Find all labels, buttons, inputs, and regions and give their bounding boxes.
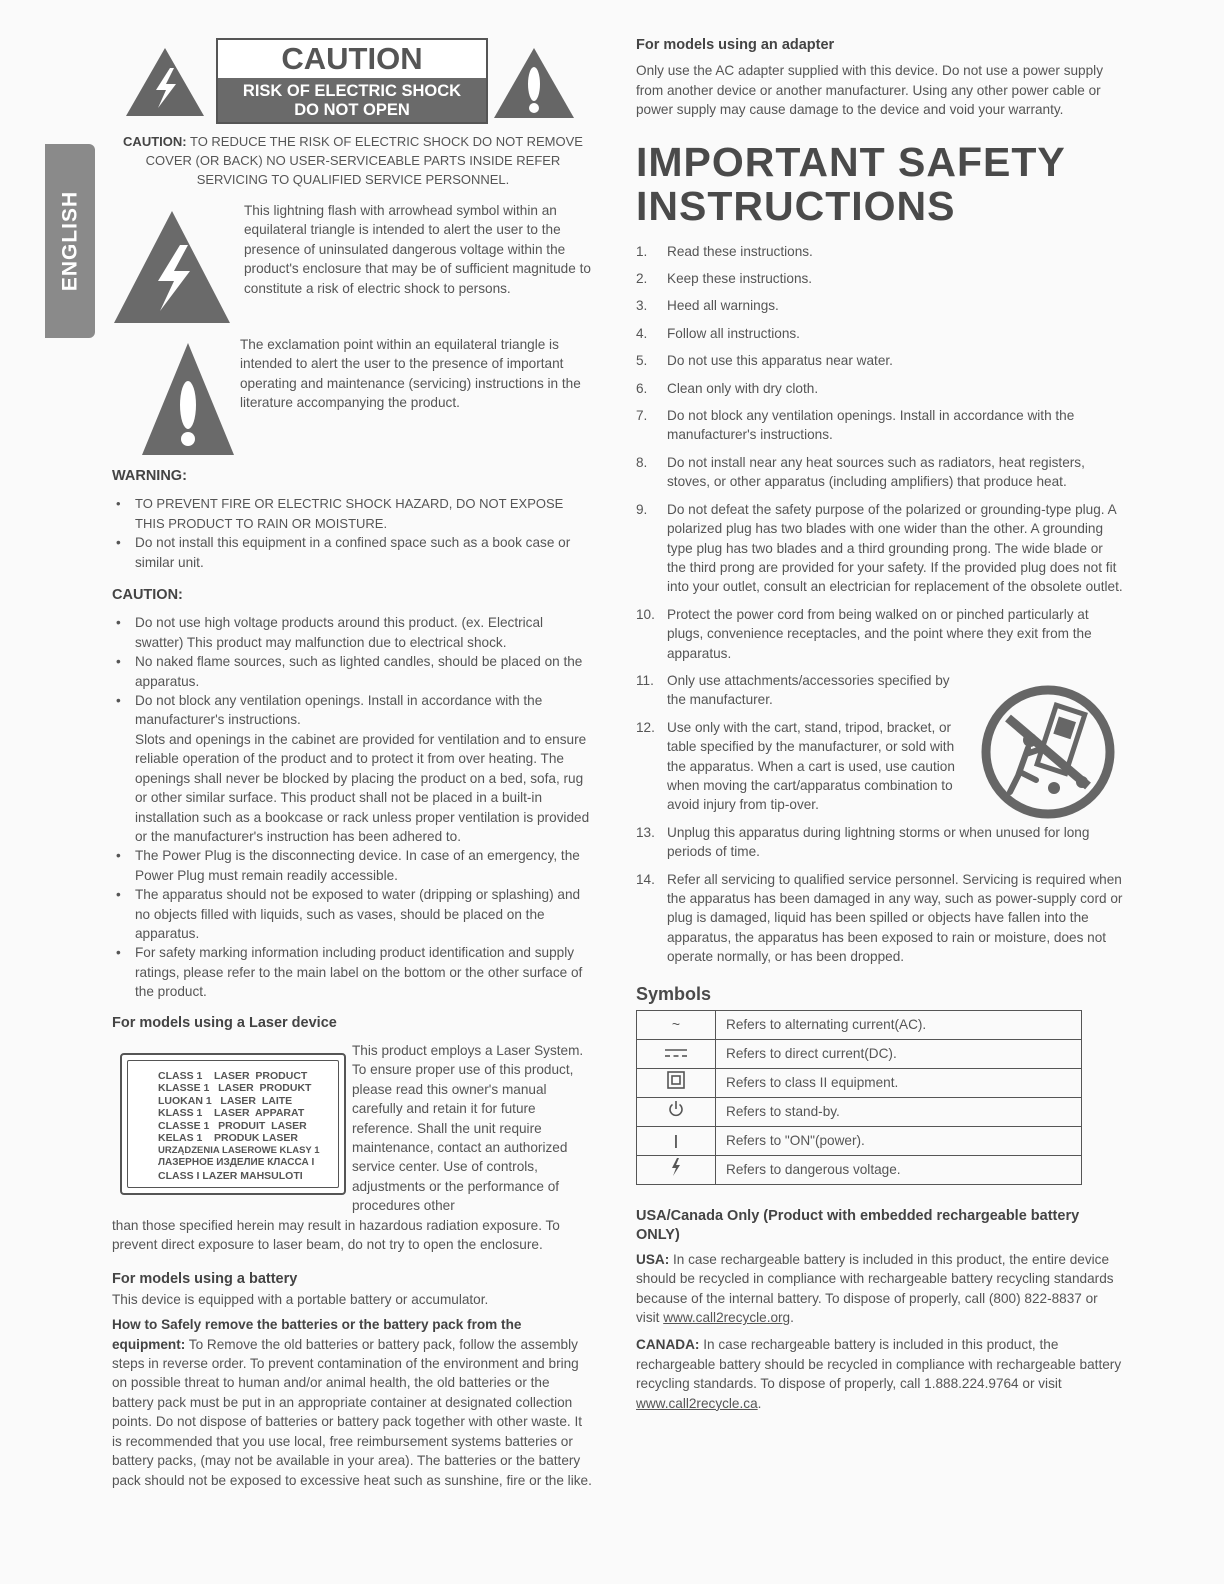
usa-recycle-link[interactable]: www.call2recycle.org: [663, 1310, 791, 1326]
caution-statement-lead: CAUTION:: [123, 134, 187, 149]
dangerous-voltage-icon: [637, 1156, 716, 1185]
safety-item: [636, 406, 1124, 445]
alternating-current-icon: ~: [637, 1011, 716, 1040]
caution-item: • The apparatus should not be exposed to water (dripping or splashing) and no objects filled with liquids, such as vases, should be placed on the apparatus.: [112, 885, 594, 943]
safety-item-text: Do not defeat the safety purpose of the polarized or grounding-type plug. A polarized plug has two blades with one wider than the other. A grounding type plug has two blades and a third grounding prong. The wide blade or the third prong are provided for your safety. If the provided plug does not fit into your outlet, consult an electrician for replacement of the obsolete outlet.: [667, 501, 1123, 595]
safety-item-number: 11.: [636, 672, 654, 688]
symbol-description: Refers to direct current(DC).: [716, 1040, 1082, 1069]
safety-item: [636, 453, 1124, 492]
laser-label-line: CLASSE 1 PRODUIT LASER: [158, 1119, 307, 1132]
safety-item-number: 1.: [636, 243, 648, 259]
safety-item-text: Do not block any ventilation openings. Install in accordance with the manufacturer's instructions.: [667, 408, 1075, 443]
symbol-description: Refers to "ON"(power).: [716, 1127, 1082, 1156]
caution-list: [112, 613, 594, 1001]
caution-item: • The Power Plug is the disconnecting device. In case of an emergency, the Power Plug must remain readily accessible.: [112, 846, 594, 885]
exclamation-triangle-icon: [140, 341, 236, 457]
safety-title-line1: IMPORTANT SAFETY: [636, 138, 1066, 185]
safety-item: [636, 351, 1124, 370]
battery-remove-heading: How to Safely remove the batteries or the battery pack from the equipment:: [112, 1317, 522, 1352]
symbol-description: Refers to stand-by.: [716, 1098, 1082, 1127]
usa-text: In case rechargeable battery is included in this product, the entire device should be recycled in compliance with rechargeable battery recycling standards because of the internal battery. To dispose of properly, call (800) 822-8837 or visit: [636, 1251, 1114, 1326]
caution-statement-text: TO REDUCE THE RISK OF ELECTRIC SHOCK DO NOT REMOVE COVER (OR BACK) NO USER-SERVICEABLE PARTS INSIDE REFER SERVICING TO QUALIFIED SERVICE PERSONNEL.: [145, 134, 583, 187]
safety-item-text: Do not use this apparatus near water.: [667, 353, 893, 369]
caution-item: [112, 691, 594, 846]
lightning-description: This lightning flash with arrowhead symbol within an equilateral triangle is intended to alert the user to the presence of uninsulated dangerous voltage within the product's enclosure that may be of sufficient magnitude to constitute a risk of electric shock to persons.: [244, 203, 591, 296]
safety-item: [636, 605, 1124, 663]
caution-box-subtitle: [218, 78, 486, 122]
laser-full-text: than those specified herein may result in hazardous radiation exposure. To prevent direct exposure to laser beam, do not try to open the enclosure.: [112, 1217, 560, 1253]
ventilation-extra: Slots and openings in the cabinet are provided for ventilation and to ensure reliable operation of the product and to protect it from over heating. The openings shall never be blocked by placing the product on a bed, sofa, rug or other similar surface. This product shall not be placed in a built-in installation such as a bookcase or rack unless proper ventilation is provided or the manufacturer's instruction has been adhered to.: [135, 731, 590, 844]
safety-item: [636, 718, 1124, 815]
laser-label-line: CLASS I LAZER MAHSULOTI: [158, 1169, 303, 1182]
canada-lead: CANADA:: [636, 1337, 700, 1353]
symbol-row: [637, 1011, 1082, 1040]
power-on-icon: |: [637, 1127, 716, 1156]
caution-box: [216, 38, 488, 124]
caution-item: • No naked flame sources, such as lighted candles, should be placed on the apparatus.: [112, 652, 594, 691]
laser-label-inner: [127, 1060, 339, 1188]
safety-title: [636, 140, 1124, 228]
usa-end: .: [790, 1310, 794, 1326]
electric-shock-warning-icon: [124, 46, 206, 118]
safety-item-number: 10.: [636, 606, 655, 622]
laser-label-line: ЛАЗЕРНОЕ ИЗДЕЛИЕ КЛАССА I: [158, 1157, 315, 1169]
laser-section: [112, 1041, 594, 1254]
safety-item: [636, 296, 1124, 315]
caution-item: • Do not use high voltage products around this product. (ex. Electrical swatter) This product may malfunction due to electrical shock.: [112, 613, 594, 652]
caution-heading: CAUTION:: [112, 587, 183, 604]
canada-text: In case rechargeable battery is included in this product, the rechargeable battery should be recycled in compliance with rechargeable battery recycling standards. To dispose of properly, call 1.888.224.9764 or visit: [636, 1337, 1122, 1392]
canada-paragraph: [636, 1335, 1124, 1413]
warning-item: • TO PREVENT FIRE OR ELECTRIC SHOCK HAZARD, DO NOT EXPOSE THIS PRODUCT TO RAIN OR MOISTURE.: [112, 494, 594, 533]
usa-lead: USA:: [636, 1251, 670, 1267]
safety-item-text: Read these instructions.: [667, 243, 813, 259]
safety-item-text: Do not install near any heat sources such as radiators, heat registers, stoves, or other apparatus (including amplifiers) that produce heat.: [667, 454, 1085, 490]
battery-remove-text: To Remove the old batteries or battery pack, follow the assembly steps in reverse order. To prevent contamination of the environment and bring on possible threat to human and/or animal health, the old batteries or the battery pack must be put in an appropriate container at designated collection points. Do not dispose of batteries or battery pack together with other waste. It is recommended that you use local, free reimbursement systems batteries or battery packs, (may not be available in your area). The batteries or the battery pack should not be exposed to excessive heat such as sunshine, fire or the like.: [112, 1336, 592, 1488]
safety-item-number: 5.: [636, 353, 648, 369]
safety-item-number: 3.: [636, 298, 648, 314]
safety-item: [636, 870, 1124, 967]
laser-label-line: KELAS 1 PRODUK LASER: [158, 1132, 299, 1145]
caution-box-title: CAUTION: [281, 41, 423, 76]
battery-remove-paragraph: [112, 1315, 594, 1490]
laser-label-line: KLASSE 1 LASER PRODUKT: [158, 1082, 312, 1095]
symbol-description: Refers to class II equipment.: [716, 1069, 1082, 1098]
exclamation-description: The exclamation point within an equilateral triangle is intended to alert the user to the presence of important operating and maintenance (servicing) instructions in the literature accompanying the product.: [240, 337, 581, 411]
laser-label-line: URZĄDZENIA LASEROWE KLASY 1: [158, 1144, 320, 1156]
lightning-symbol-row: [112, 201, 594, 331]
laser-heading: For models using a Laser device: [112, 1014, 337, 1031]
safety-item-number: 13.: [636, 824, 655, 840]
safety-item-number: 7.: [636, 408, 648, 424]
warning-item: • Do not install this equipment in a confined space such as a book case or similar unit.: [112, 533, 594, 572]
caution-item-text: Do not block any ventilation openings. Install in accordance with the manufacturer's instructions.: [135, 693, 543, 728]
caution-statement: [112, 132, 594, 189]
adapter-text: Only use the AC adapter supplied with this device. Do not use a power supply from another device or another manufacturer. Using any other power cable or power supply may cause damage to the device and void your warranty.: [636, 63, 1103, 118]
safety-item-number: 12.: [636, 719, 655, 735]
safety-item-number: 6.: [636, 380, 648, 396]
safety-item-text: Keep these instructions.: [667, 271, 813, 287]
laser-label-line: LUOKAN 1 LASER LAITE: [158, 1094, 293, 1107]
safety-item: [636, 242, 1124, 261]
left-column: [112, 36, 594, 1490]
exclamation-symbol-row: [112, 335, 594, 467]
usa-paragraph: [636, 1250, 1124, 1328]
warning-heading: WARNING:: [112, 468, 187, 484]
safety-item-text: Clean only with dry cloth.: [667, 380, 819, 396]
safety-item: [636, 500, 1124, 597]
safety-item-number: 4.: [636, 325, 648, 341]
symbol-row: [637, 1069, 1082, 1098]
safety-item-text: Use only with the cart, stand, tripod, bracket, or table specified by the manufacturer, or sold with the apparatus. When a cart is used, use caution when moving the cart/apparatus combination to avoid injury from tip-over.: [667, 719, 955, 813]
right-column: [636, 36, 1124, 1413]
symbols-heading: Symbols: [636, 983, 712, 1004]
lightning-triangle-icon: [112, 209, 232, 325]
laser-class-label: [120, 1053, 346, 1195]
safety-item-number: 8.: [636, 454, 648, 470]
symbol-description: Refers to dangerous voltage.: [716, 1156, 1082, 1185]
safety-item-text: Follow all instructions.: [667, 325, 800, 341]
usa-canada-heading: USA/Canada Only (Product with embedded rechargeable battery ONLY): [636, 1208, 1080, 1244]
exclamation-warning-icon: [492, 46, 576, 120]
language-tab-label: ENGLISH: [58, 190, 82, 292]
safety-item-text: Only use attachments/accessories specified by the manufacturer.: [667, 672, 950, 708]
safety-item-text: Refer all servicing to qualified service personnel. Servicing is required when the apparatus has been damaged in any way, such as power-supply cord or plug is damaged, liquid has been spilled or objects have fallen into the apparatus, the apparatus has been exposed to rain or moisture, does not operate normally, or has been dropped.: [667, 871, 1123, 965]
symbol-row: [637, 1127, 1082, 1156]
safety-item: [636, 269, 1124, 288]
safety-item-text: Protect the power cord from being walked on or pinched particularly at plugs, convenience receptacles, and the point where they exit from the apparatus.: [667, 606, 1092, 661]
safety-item-text: Unplug this apparatus during lightning storms or when unused for long periods of time.: [667, 824, 1090, 860]
direct-current-icon: [637, 1040, 716, 1069]
safety-title-line2: INSTRUCTIONS: [636, 182, 956, 229]
laser-side-text: This product employs a Laser System. To ensure proper use of this product, please read this owner's manual carefully and retain it for future reference. Shall the unit require maintenance, contact an authorized service center. Use of controls, adjustments or the performance of procedures other: [352, 1042, 584, 1214]
safety-item-text: Heed all warnings.: [667, 298, 779, 314]
battery-intro: This device is equipped with a portable battery or accumulator.: [112, 1291, 489, 1307]
safety-item-number: 14.: [636, 871, 655, 887]
symbols-table: [636, 1010, 1082, 1185]
safety-item: [636, 823, 1124, 862]
caution-box-subtitle-line1: RISK OF ELECTRIC SHOCK: [242, 82, 462, 100]
standby-icon: [637, 1098, 716, 1127]
symbol-row: [637, 1040, 1082, 1069]
symbol-description: Refers to alternating current(AC).: [716, 1011, 1082, 1040]
safety-item: [636, 379, 1124, 398]
canada-end: .: [757, 1395, 762, 1411]
language-tab: [45, 144, 95, 338]
battery-heading: For models using a battery: [112, 1271, 298, 1288]
caution-box-subtitle-line2: DO NOT OPEN: [294, 101, 410, 119]
safety-item: [636, 324, 1124, 343]
safety-list: [636, 242, 1124, 967]
warning-list: [112, 494, 594, 572]
canada-recycle-link[interactable]: www.call2recycle.ca: [636, 1395, 758, 1411]
laser-label-line: CLASS 1 LASER PRODUCT: [158, 1069, 308, 1082]
safety-item-number: 9.: [636, 501, 648, 517]
laser-label-line: KLASS 1 LASER APPARAT: [158, 1107, 305, 1120]
symbol-row: [637, 1156, 1082, 1185]
symbol-row: [637, 1098, 1082, 1127]
caution-header: [112, 36, 594, 126]
class-ii-icon: [637, 1069, 716, 1098]
adapter-heading: For models using an adapter: [636, 37, 835, 53]
cart-tip-over-warning-icon: [980, 684, 1116, 820]
caution-item: • For safety marking information including product identification and supply ratings, please refer to the main label on the bottom or the other surface of the product.: [112, 943, 594, 1001]
safety-item-number: 2.: [636, 271, 648, 287]
